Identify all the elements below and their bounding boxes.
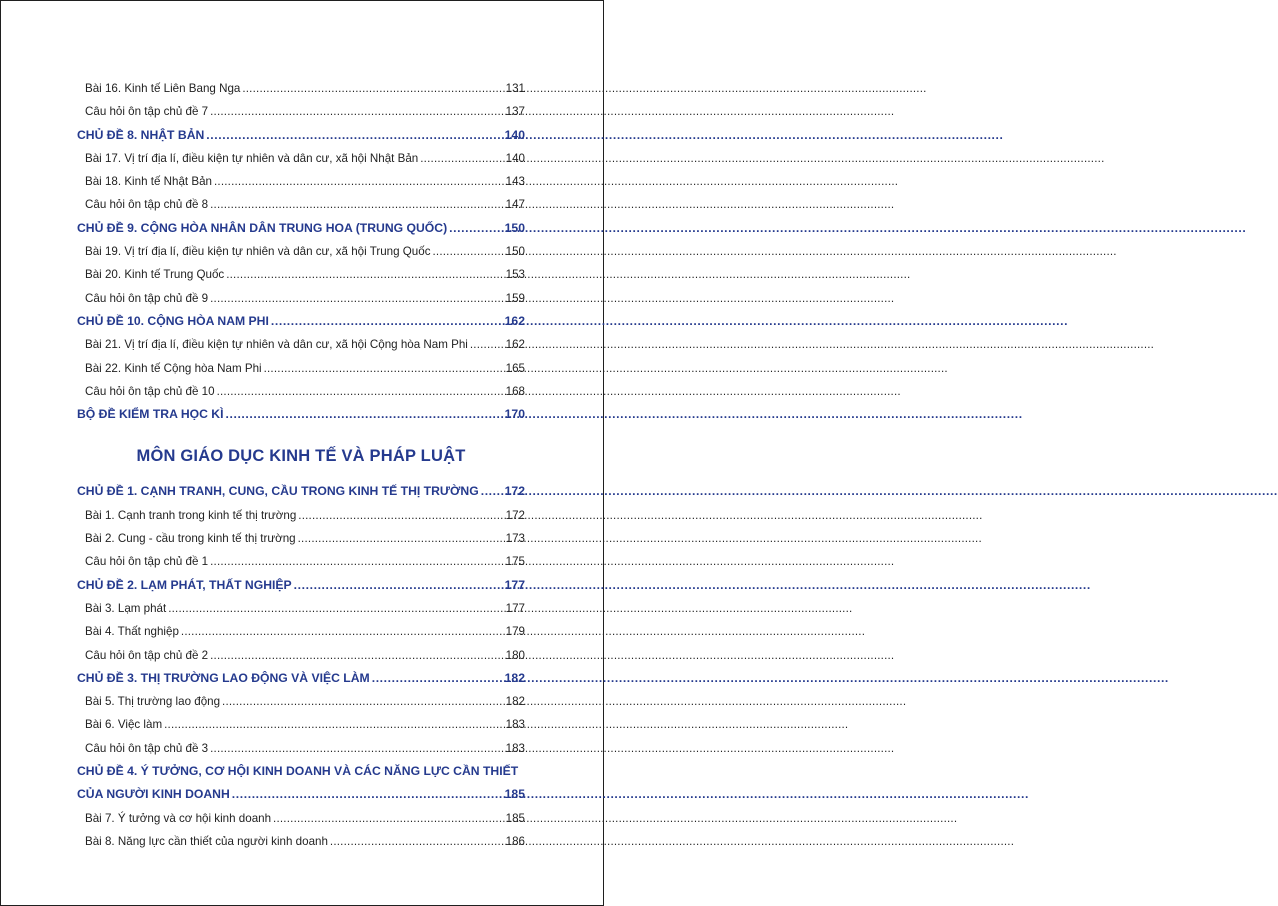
toc-entry-title: Bài 2. Cung - cầu trong kinh tế thị trường: [85, 532, 296, 546]
toc-economics-law-section: [77, 480, 525, 853]
toc-entry-title: Bài 8. Năng lực cần thiết của người kinh doanh: [85, 834, 328, 848]
toc-page-number: 170: [504, 407, 525, 422]
toc-page-number: 172: [505, 508, 525, 522]
toc-entry-title: Bài 5. Thị trường lao động: [85, 695, 221, 709]
dot-leader: [222, 690, 504, 713]
toc-lesson-entry: [77, 333, 525, 356]
toc-entry-title: CHỦ ĐỀ 4. Ý TƯỞNG, CƠ HỘI KINH DOANH VÀ CÁC NĂNG LỰC CẦN THIẾT: [77, 764, 519, 779]
dot-leader: [271, 310, 503, 333]
dot-leader: [168, 597, 503, 620]
toc-lesson-entry: [77, 713, 525, 736]
toc-chapter-entry: [77, 574, 525, 597]
dot-leader: [481, 480, 503, 503]
toc-entry-title: CHỦ ĐỀ 9. CỘNG HÒA NHÂN DÂN TRUNG HOA (TRUNG QUỐC): [77, 220, 448, 235]
toc-page-number: 185: [504, 787, 525, 802]
toc-page-number: 183: [505, 741, 525, 755]
dot-leader: [214, 170, 504, 193]
toc-page-number: 182: [504, 670, 525, 685]
toc-lesson-entry: [77, 620, 525, 643]
toc-page-number: 159: [505, 291, 525, 305]
toc-lesson-entry: [77, 193, 525, 216]
toc-lesson-entry: [77, 100, 525, 123]
toc-page-number: 165: [505, 361, 525, 375]
dot-leader: [433, 240, 504, 263]
toc-entry-title: Bài 17. Vị trí địa lí, điều kiện tự nhiên và dân cư, xã hội Nhật Bản: [85, 151, 419, 165]
toc-lesson-entry: [77, 357, 525, 380]
toc-entry-title: Câu hỏi ôn tập chủ đề 2: [85, 648, 209, 662]
dot-leader: [164, 713, 504, 736]
dot-leader: [210, 737, 504, 760]
toc-lesson-entry: [77, 807, 525, 830]
dot-leader: [232, 783, 503, 806]
toc-lesson-entry: [77, 263, 525, 286]
toc-chapter-entry: [77, 667, 525, 690]
toc-page-number: 177: [505, 601, 525, 615]
toc-lesson-entry: [77, 737, 525, 760]
toc-page-number: 180: [505, 648, 525, 662]
toc-entry-title: Bài 4. Thất nghiệp: [85, 625, 179, 639]
toc-entry-title: Bài 16. Kinh tế Liên Bang Nga: [85, 82, 241, 95]
toc-page-number: 153: [505, 268, 525, 282]
toc-entry-title: CHỦ ĐỀ 2. LẠM PHÁT, THẤT NGHIỆP: [77, 577, 292, 592]
dot-leader: [210, 287, 504, 310]
toc-page-number: 182: [505, 695, 525, 709]
toc-entry-title: Bài 20. Kinh tế Trung Quốc: [85, 268, 225, 282]
toc-entry-title: Bài 1. Cạnh tranh trong kinh tế thị trường: [85, 508, 297, 522]
dot-leader: [330, 830, 504, 853]
toc-page-number: 185: [505, 811, 525, 825]
toc-entry-title: CỦA NGƯỜI KINH DOANH: [77, 787, 230, 802]
dot-leader: [449, 217, 503, 240]
toc-lesson-entry: [77, 287, 525, 310]
toc-chapter-entry: [77, 760, 525, 783]
toc-entry-title: Câu hỏi ôn tập chủ đề 1: [85, 555, 209, 569]
toc-page-number: 173: [505, 532, 525, 546]
toc-lesson-entry: [77, 147, 525, 170]
toc-entry-title: CHỦ ĐỀ 1. CẠNH TRANH, CUNG, CẦU TRONG KINH TẾ THỊ TRƯỜNG: [77, 484, 479, 499]
toc-page-number: 175: [505, 555, 525, 569]
toc-page-number: 186: [505, 834, 525, 848]
toc-page-number: 147: [505, 198, 525, 212]
toc-lesson-entry: [77, 690, 525, 713]
dot-leader: [225, 403, 502, 426]
toc-entry-title: Câu hỏi ôn tập chủ đề 10: [85, 384, 215, 398]
dot-leader: [210, 644, 504, 667]
toc-entry-title: Bài 3. Lạm phát: [85, 601, 167, 615]
toc-page-number: 150: [505, 245, 525, 259]
toc-entry-title: CHỦ ĐỀ 10. CỘNG HÒA NAM PHI: [77, 313, 269, 328]
toc-entry-title: Bài 22. Kinh tế Cộng hòa Nam Phi: [85, 361, 262, 375]
dot-leader: [226, 263, 503, 286]
dot-leader: [242, 77, 503, 100]
toc-chapter-entry: [77, 783, 525, 806]
dot-leader: [372, 667, 503, 690]
toc-entry-title: Bài 19. Vị trí địa lí, điều kiện tự nhiên và dân cư, xã hội Trung Quốc: [85, 245, 431, 259]
table-of-contents: [77, 77, 525, 853]
toc-chapter-entry: [77, 217, 525, 240]
toc-page-number: 162: [504, 313, 525, 328]
toc-chapter-entry: [77, 124, 525, 147]
toc-page-number: 168: [505, 384, 525, 398]
toc-lesson-entry: [77, 644, 525, 667]
toc-entry-title: Câu hỏi ôn tập chủ đề 7: [85, 105, 209, 119]
dot-leader: [206, 124, 502, 147]
dot-leader: [264, 357, 504, 380]
toc-lesson-entry: [77, 504, 525, 527]
toc-page-number: 162: [505, 338, 525, 352]
toc-chapter-entry: [77, 480, 525, 503]
dot-leader: [181, 620, 504, 643]
toc-page-number: 140: [505, 151, 525, 165]
toc-page-number: 177: [504, 577, 525, 592]
toc-entry-title: Câu hỏi ôn tập chủ đề 8: [85, 198, 209, 212]
dot-leader: [273, 807, 504, 830]
toc-page-number: 131: [505, 82, 525, 95]
toc-entry-title: Câu hỏi ôn tập chủ đề 9: [85, 291, 209, 305]
toc-lesson-entry: [77, 380, 525, 403]
toc-chapter-entry: [77, 403, 525, 426]
toc-lesson-entry: [77, 240, 525, 263]
dot-leader: [298, 527, 504, 550]
toc-lesson-entry: [77, 550, 525, 573]
book-page: [0, 0, 604, 906]
dot-leader: [470, 333, 504, 356]
toc-page-number: 137: [505, 105, 525, 119]
dot-leader: [210, 193, 504, 216]
toc-entry-title: CHỦ ĐỀ 8. NHẬT BẢN: [77, 127, 205, 142]
toc-lesson-entry: [77, 170, 525, 193]
toc-entry-title: BỘ ĐỀ KIỂM TRA HỌC KÌ: [77, 407, 224, 422]
dot-leader: [420, 147, 503, 170]
toc-page-number: 172: [504, 484, 525, 499]
toc-entry-title: Bài 7. Ý tưởng và cơ hội kinh doanh: [85, 811, 272, 825]
toc-chapter-entry: [77, 310, 525, 333]
toc-lesson-entry: [77, 77, 525, 100]
dot-leader: [210, 550, 504, 573]
toc-entry-title: Bài 6. Việc làm: [85, 718, 163, 732]
toc-lesson-entry: [77, 527, 525, 550]
toc-page-number: 183: [505, 718, 525, 732]
dot-leader: [298, 504, 503, 527]
toc-lesson-entry: [77, 830, 525, 853]
toc-page-number: 150: [504, 220, 525, 235]
toc-entry-title: CHỦ ĐỀ 3. THỊ TRƯỜNG LAO ĐỘNG VÀ VIỆC LÀM: [77, 670, 370, 685]
toc-entry-title: Bài 18. Kinh tế Nhật Bản: [85, 175, 212, 189]
dot-leader: [217, 380, 504, 403]
toc-page-number: 140: [504, 127, 525, 142]
section-title: MÔN GIÁO DỤC KINH TẾ VÀ PHÁP LUẬT: [136, 447, 466, 466]
dot-leader: [294, 574, 503, 597]
toc-page-number: 179: [505, 625, 525, 639]
toc-geography-section: [77, 77, 525, 426]
toc-entry-title: Câu hỏi ôn tập chủ đề 3: [85, 741, 209, 755]
toc-lesson-entry: [77, 597, 525, 620]
toc-page-number: 143: [505, 175, 525, 189]
toc-entry-title: Bài 21. Vị trí địa lí, điều kiện tự nhiên và dân cư, xã hội Cộng hòa Nam Phi: [85, 338, 468, 352]
dot-leader: [210, 100, 504, 123]
